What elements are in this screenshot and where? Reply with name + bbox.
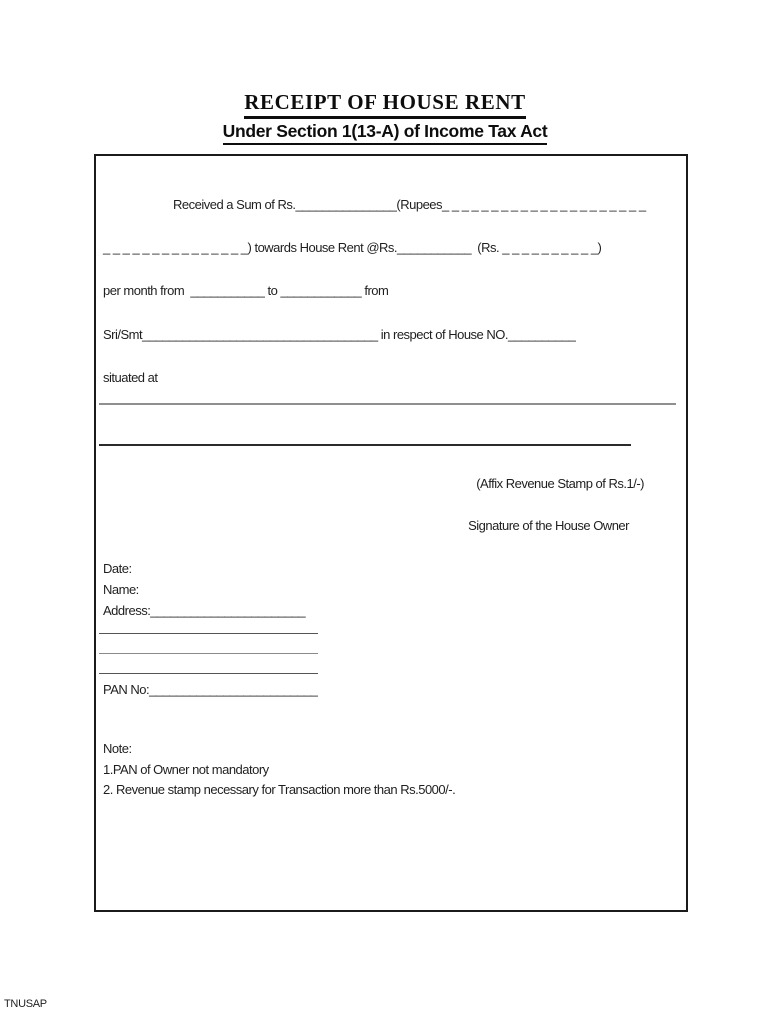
name-label: Name:	[103, 582, 139, 597]
address-blank-line-3	[99, 673, 318, 674]
document-header	[0, 90, 770, 119]
page-title: RECEIPT OF HOUSE RENT	[244, 90, 526, 119]
affix-stamp-note: (Affix Revenue Stamp of Rs.1/-)	[476, 476, 644, 491]
situated-at-label: situated at	[103, 370, 158, 385]
footer-watermark: TNUSAP	[4, 998, 47, 1010]
situated-at-blank-line-1	[99, 403, 676, 405]
tenant-name-line: Sri/Smt___________________________________ in respect of House NO.__________	[103, 327, 576, 342]
situated-at-blank-line-2	[99, 444, 631, 446]
note-heading: Note:	[103, 741, 132, 756]
address-blank-line-1	[99, 633, 318, 634]
per-month-line: per month from ___________ to ____________ from	[103, 283, 389, 298]
address-blank-line-2	[99, 653, 318, 654]
signature-label: Signature of the House Owner	[468, 518, 629, 533]
note-item-1: 1.PAN of Owner not mandatory	[103, 762, 269, 777]
address-line: Address:_______________________	[103, 603, 306, 618]
page-subtitle: Under Section 1(13-A) of Income Tax Act	[223, 121, 548, 145]
towards-rent-line: _ _ _ _ _ _ _ _ _ _ _ _ _ _ _) towards House Rent @Rs.___________ (Rs. _ _ _ _ _ _ _ _ _ _)	[103, 240, 602, 255]
receipt-form-box	[94, 154, 688, 912]
pan-number-line: PAN No:_________________________	[103, 682, 318, 697]
note-item-2: 2. Revenue stamp necessary for Transaction more than Rs.5000/-.	[103, 782, 456, 797]
received-sum-line: Received a Sum of Rs._______________(Rupees_ _ _ _ _ _ _ _ _ _ _ _ _ _ _ _ _ _ _ _ _	[173, 197, 646, 212]
date-label: Date:	[103, 561, 132, 576]
document-subheader	[0, 121, 770, 145]
